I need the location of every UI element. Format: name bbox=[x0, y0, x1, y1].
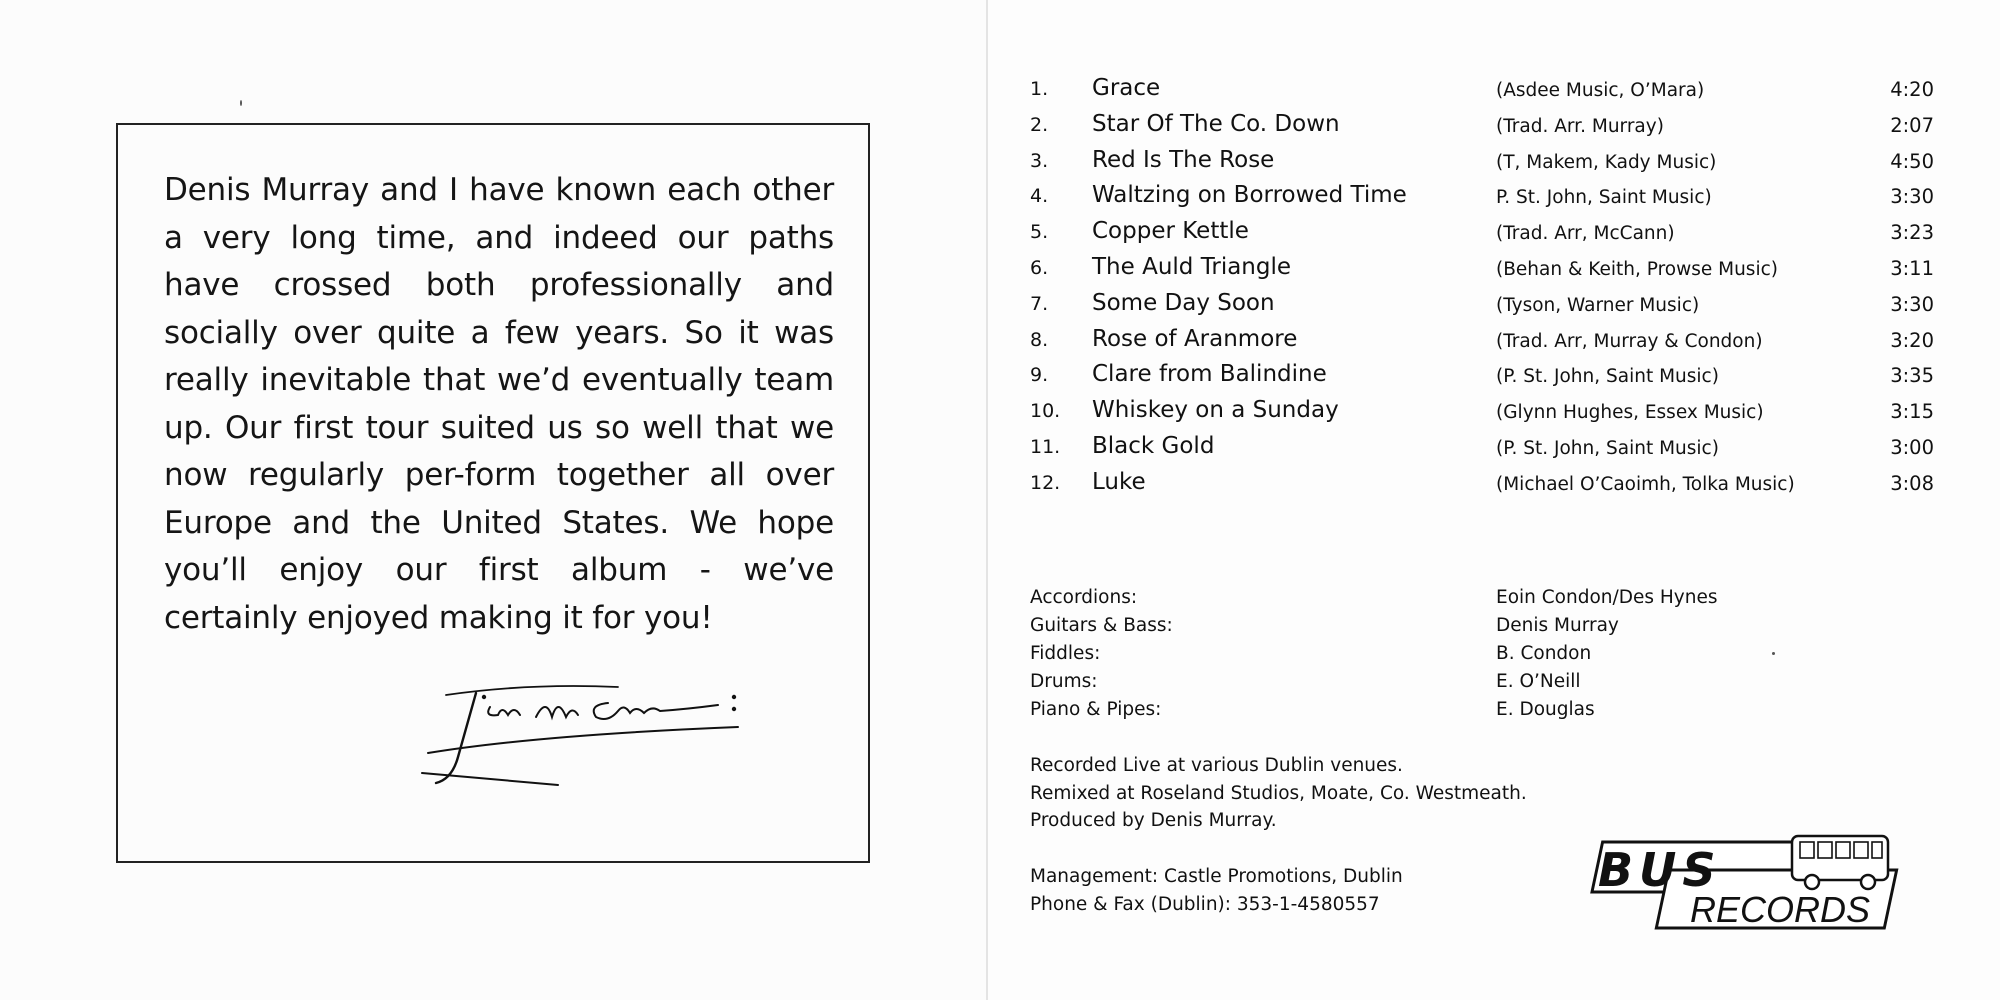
track-title: Rose of Aranmore bbox=[1092, 325, 1298, 352]
track-title: The Auld Triangle bbox=[1092, 253, 1292, 280]
logo-word-records: RECORDS bbox=[1690, 889, 1871, 930]
liner-note-box bbox=[116, 123, 870, 863]
track-number: 4. bbox=[1030, 185, 1049, 208]
personnel-name: Eoin Condon/Des Hynes bbox=[1496, 587, 1718, 608]
track-duration: 4:20 bbox=[1890, 78, 1934, 101]
track-number: 8. bbox=[1030, 328, 1049, 351]
paper-speck bbox=[1772, 652, 1775, 655]
signature-image bbox=[418, 675, 778, 805]
left-panel bbox=[0, 0, 986, 1000]
track-title: Some Day Soon bbox=[1092, 289, 1275, 316]
remix-note: Remixed at Roseland Studios, Moate, Co. Westmeath. bbox=[1030, 782, 1527, 804]
track-credit: (Tyson, Warner Music) bbox=[1496, 294, 1700, 316]
track-duration: 3:00 bbox=[1890, 435, 1934, 459]
track-duration: 2:07 bbox=[1890, 113, 1934, 137]
management-line: Management: Castle Promotions, Dublin bbox=[1030, 866, 1403, 887]
production-notes bbox=[1030, 752, 1527, 835]
personnel-name: Denis Murray bbox=[1496, 615, 1619, 636]
personnel-role: Piano & Pipes: bbox=[1030, 699, 1162, 720]
liner-note-text: Denis Murray and I have known each other a very long time, and indeed our paths have crossed both professionally and socially over quite a few years. So it was really inevitable that we’d eventually team up. Our first tour suited us so well that we now regularly per-form together all over Europe and the United States. We hope you’ll enjoy our first album - we’ve certainly enjoyed making it for you! bbox=[164, 172, 834, 636]
track-title: Luke bbox=[1092, 468, 1146, 495]
track-row bbox=[1030, 108, 1970, 144]
track-number: 7. bbox=[1030, 292, 1049, 315]
track-title: Star Of The Co. Down bbox=[1092, 110, 1340, 137]
personnel-row bbox=[1030, 612, 1619, 640]
track-row bbox=[1030, 251, 1970, 287]
track-duration: 4:50 bbox=[1890, 149, 1934, 173]
track-row bbox=[1030, 394, 1970, 430]
personnel-name: E. O’Neill bbox=[1496, 671, 1581, 692]
track-row bbox=[1030, 179, 1970, 215]
track-title: Copper Kettle bbox=[1092, 218, 1249, 245]
track-credit: (Trad. Arr, Murray & Condon) bbox=[1496, 330, 1763, 352]
track-number: 11. bbox=[1030, 435, 1061, 458]
track-title: Whiskey on a Sunday bbox=[1092, 397, 1339, 424]
track-credit: (T, Makem, Kady Music) bbox=[1496, 151, 1717, 173]
track-title: Waltzing on Borrowed Time bbox=[1092, 182, 1407, 209]
track-number: 3. bbox=[1030, 149, 1049, 172]
track-credit: (Asdee Music, O’Mara) bbox=[1496, 80, 1705, 101]
personnel-role: Fiddles: bbox=[1030, 643, 1101, 664]
track-credit: P. St. John, Saint Music) bbox=[1496, 187, 1712, 209]
track-duration: 3:30 bbox=[1890, 185, 1934, 209]
track-row bbox=[1030, 430, 1970, 466]
track-row bbox=[1030, 323, 1970, 359]
track-credit: (Glynn Hughes, Essex Music) bbox=[1496, 402, 1764, 424]
track-number: 6. bbox=[1030, 256, 1049, 279]
track-credit: (P. St. John, Saint Music) bbox=[1496, 437, 1719, 459]
personnel-name: E. Douglas bbox=[1496, 699, 1595, 720]
track-duration: 3:15 bbox=[1890, 400, 1934, 424]
personnel-row bbox=[1030, 640, 1590, 668]
producer-note: Produced by Denis Murray. bbox=[1030, 810, 1277, 831]
phone-line: Phone & Fax (Dublin): 353-1-4580557 bbox=[1030, 893, 1380, 915]
track-title: Black Gold bbox=[1092, 432, 1215, 459]
track-credit: (P. St. John, Saint Music) bbox=[1496, 366, 1719, 388]
paper-speck bbox=[240, 100, 242, 106]
track-row bbox=[1030, 215, 1970, 251]
track-number: 10. bbox=[1030, 400, 1061, 423]
track-row bbox=[1030, 72, 1970, 108]
track-title: Grace bbox=[1092, 75, 1161, 101]
track-number: 2. bbox=[1030, 113, 1049, 136]
personnel-row bbox=[1030, 668, 1590, 696]
recording-note: Recorded Live at various Dublin venues. bbox=[1030, 755, 1403, 776]
track-duration: 3:11 bbox=[1890, 256, 1934, 280]
track-title: Red Is The Rose bbox=[1092, 146, 1275, 173]
bus-records-logo bbox=[1578, 826, 1912, 938]
track-credit: (Michael O’Caoimh, Tolka Music) bbox=[1496, 473, 1795, 495]
track-number: 9. bbox=[1030, 364, 1049, 387]
track-row bbox=[1030, 144, 1970, 180]
track-number: 5. bbox=[1030, 221, 1049, 244]
logo-word-bus: BUS bbox=[1598, 843, 1722, 897]
personnel-role: Accordions: bbox=[1030, 587, 1138, 608]
bus-icon bbox=[1792, 836, 1888, 889]
track-credit: (Trad. Arr, McCann) bbox=[1496, 223, 1675, 245]
track-duration: 3:23 bbox=[1890, 221, 1934, 245]
track-credit: (Trad. Arr. Murray) bbox=[1496, 115, 1664, 137]
personnel-row bbox=[1030, 696, 1595, 724]
track-duration: 3:20 bbox=[1890, 328, 1934, 352]
personnel-role: Guitars & Bass: bbox=[1030, 615, 1173, 636]
contact-info bbox=[1030, 863, 1403, 918]
track-duration: 3:35 bbox=[1890, 364, 1934, 388]
track-number: 1. bbox=[1030, 78, 1049, 100]
track-duration: 3:30 bbox=[1890, 292, 1934, 316]
personnel-name: B. Condon bbox=[1496, 643, 1592, 664]
track-row bbox=[1030, 358, 1970, 394]
personnel-row bbox=[1030, 584, 1718, 612]
personnel-role: Drums: bbox=[1030, 671, 1098, 692]
track-title: Clare from Balindine bbox=[1092, 361, 1327, 388]
track-duration: 3:08 bbox=[1890, 471, 1934, 495]
track-credit: (Behan & Keith, Prowse Music) bbox=[1496, 258, 1778, 280]
tracklist bbox=[1030, 72, 1970, 502]
track-number: 12. bbox=[1030, 471, 1061, 494]
track-row bbox=[1030, 287, 1970, 323]
track-row bbox=[1030, 466, 1970, 502]
personnel-credits bbox=[1030, 584, 1718, 724]
